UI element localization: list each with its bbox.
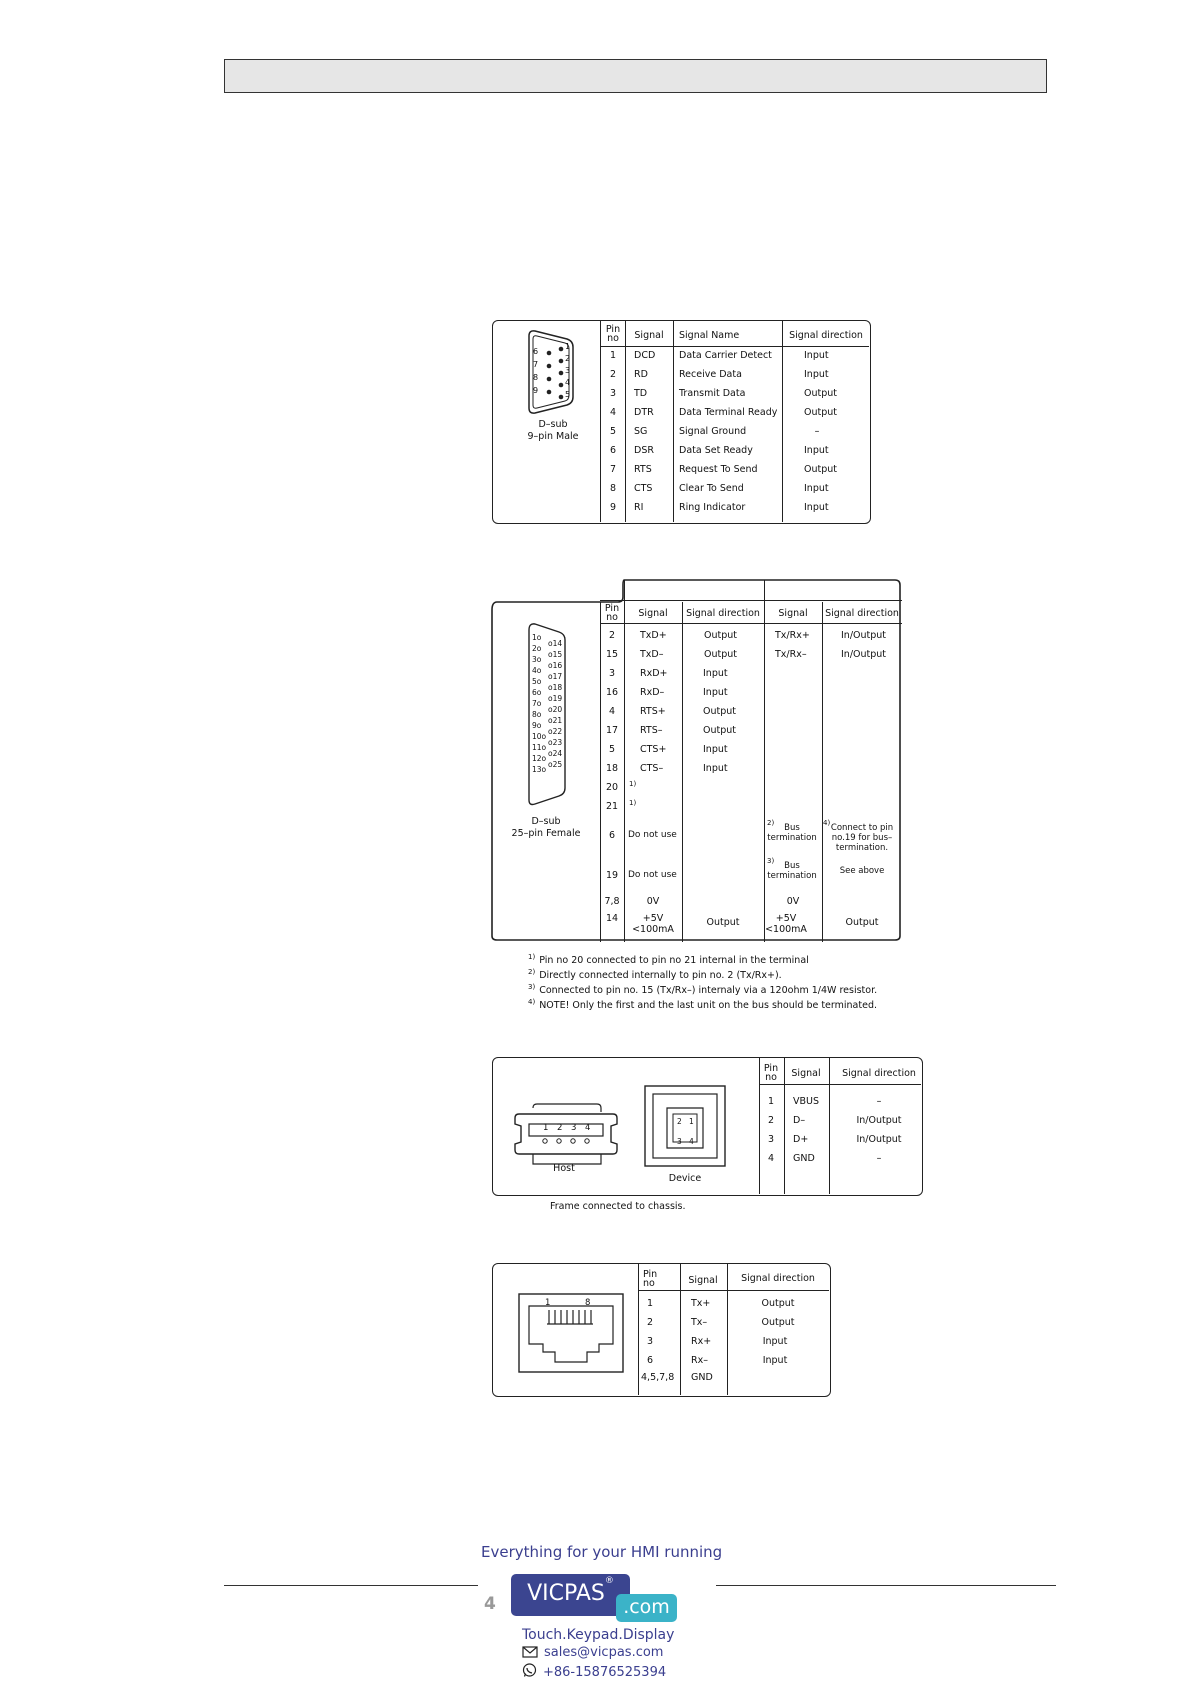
rs232-col-pin: Pin	[605, 324, 621, 335]
rs232-pinlabel: 1	[565, 342, 571, 351]
rs422-cell: In/Output	[841, 630, 887, 641]
rs422-col-sig-b: Signal	[778, 608, 808, 619]
usb-device-label: Device	[668, 1173, 702, 1184]
rs422-pinlabel: 10o	[532, 732, 547, 741]
rs422-col-pin: Pin	[604, 603, 620, 614]
rs422-cell: Do not use	[628, 870, 677, 880]
rs422-cell: Input	[703, 763, 728, 774]
rs422-pinlabel: o23	[548, 738, 563, 747]
rs422-cell: Tx/Rx+	[775, 630, 810, 641]
usb-cell: 1	[767, 1096, 775, 1107]
rs232-cell: RI	[634, 502, 644, 513]
rs232-cell: 3	[609, 388, 617, 399]
rs422-cell: 1)	[629, 799, 637, 807]
usb-col-signal: Signal	[791, 1068, 821, 1079]
eth-cell: 6	[647, 1355, 654, 1366]
footer-email[interactable]: sales@vicpas.com	[544, 1645, 664, 1660]
rs422-cell: RTS+	[640, 706, 666, 717]
footer-phone[interactable]: +86-15876525394	[543, 1665, 667, 1680]
rs232-cell: Transmit Data	[679, 388, 746, 399]
rs422-pinlabel: 2o	[532, 644, 542, 653]
usb-host-pin: 2	[557, 1123, 563, 1133]
eth-cell: 2	[647, 1317, 654, 1328]
rs422-panel	[492, 580, 902, 942]
rs232-cell: Output	[804, 464, 837, 475]
usb-col-dir: Signal direction	[842, 1068, 916, 1079]
footer-rule-left	[224, 1585, 478, 1586]
rs422-pinlabel: o24	[548, 749, 563, 758]
rs422-cell: 6	[608, 830, 616, 841]
rs422-cell: 4)	[823, 819, 831, 827]
rs422-cell: See above	[839, 866, 885, 876]
rs232-cell: Input	[804, 502, 829, 513]
usb-host-pin: 3	[571, 1123, 577, 1133]
usb-device-pin: 4	[689, 1137, 694, 1146]
usb-host-connector-icon	[513, 1100, 623, 1170]
footnote: $^{4)}$ NOTE! Only the first and the last unit on the bus should be terminated.	[528, 998, 877, 1012]
rs422-cell: RxD+	[640, 668, 668, 679]
rs422-cell: 19	[605, 870, 619, 881]
rs422-cell: RTS–	[640, 725, 663, 736]
rs422-cell: termination	[767, 833, 817, 843]
rs232-cell: Receive Data	[679, 369, 742, 380]
rs232-col-pin: no	[607, 333, 619, 344]
rs232-col-signal: Signal	[634, 330, 664, 341]
rs422-cell: 3)	[767, 857, 775, 865]
usb-cell: VBUS	[793, 1096, 819, 1107]
rs232-panel	[492, 320, 871, 524]
eth-col-signal: Signal	[688, 1275, 718, 1286]
rs422-cell: 15	[605, 649, 619, 660]
rs422-cell: 21	[605, 801, 619, 812]
rs422-pinlabel: o15	[548, 650, 563, 659]
rs422-pinlabel: 1o	[532, 633, 542, 642]
rs232-pinlabel: 9	[533, 386, 539, 395]
rs422-pinlabel: o16	[548, 661, 563, 670]
eth-col-pin: no	[643, 1278, 655, 1289]
usb-cell: 4	[767, 1153, 775, 1164]
rs232-cell: DCD	[634, 350, 656, 361]
usb-cell: D+	[793, 1134, 809, 1145]
rs232-cell: Signal Ground	[679, 426, 747, 437]
rs232-cell: CTS	[634, 483, 653, 494]
usb-cell: –	[876, 1153, 882, 1164]
rs232-cell: Ring Indicator	[679, 502, 746, 513]
usb-host-pin: 1	[543, 1123, 549, 1133]
eth-cell: Input	[762, 1336, 788, 1347]
rs422-connector-sub: 25–pin Female	[511, 828, 581, 839]
footer-products: Touch.Keypad.Display	[522, 1627, 675, 1643]
footer-phone-row	[522, 1663, 666, 1682]
rs422-cell: 0V	[646, 896, 660, 907]
eth-cell: GND	[691, 1372, 713, 1383]
rs422-cell: 16	[605, 687, 619, 698]
rs422-cell: Output	[703, 706, 736, 717]
rs232-pinlabel: 4	[565, 378, 571, 387]
rs232-cell: Request To Send	[679, 464, 758, 475]
usb-host-label: Host	[553, 1163, 575, 1174]
rs232-cell: RD	[634, 369, 648, 380]
rs422-cell: In/Output	[841, 649, 887, 660]
eth-cell: Tx–	[691, 1317, 708, 1328]
rs232-pinlabel: 5	[565, 390, 571, 399]
rs232-cell: –	[814, 426, 820, 437]
usb-device-connector-icon	[643, 1084, 727, 1170]
rs422-cell: termination	[767, 871, 817, 881]
brand-logo	[511, 1574, 630, 1616]
rs422-cell: CTS+	[640, 744, 667, 755]
rs422-cell: no.19 for bus–	[831, 833, 893, 843]
rs422-cell: +5V	[642, 913, 664, 924]
rs422-cell: Input	[703, 687, 728, 698]
eth-cell: Input	[762, 1355, 788, 1366]
rs232-cell: Input	[804, 483, 829, 494]
rs232-cell: 2	[609, 369, 617, 380]
rs232-pinlabel: 6	[533, 347, 539, 356]
brand-domain-badge	[616, 1594, 677, 1622]
rs422-col-dir-b: Signal direction	[825, 608, 899, 619]
usb-cell: –	[876, 1096, 882, 1107]
rs422-pinlabel: 8o	[532, 710, 542, 719]
eth-cell: Tx+	[691, 1298, 711, 1309]
rs232-cell: RTS	[634, 464, 652, 475]
rj45-pin-last: 8	[585, 1298, 591, 1308]
usb-note: Frame connected to chassis.	[550, 1201, 686, 1212]
rs232-cell: 6	[609, 445, 617, 456]
rs422-pinlabel: 5o	[532, 677, 542, 686]
rs422-pinlabel: o19	[548, 694, 563, 703]
rs232-pinlabel: 3	[565, 366, 571, 375]
rs422-cell: TxD+	[640, 630, 667, 641]
ethernet-panel	[492, 1263, 831, 1397]
usb-host-pin: 4	[585, 1123, 591, 1133]
rs232-cell: Output	[804, 388, 837, 399]
rs232-pinlabel: 8	[533, 373, 539, 382]
rs232-connector-label: D–sub	[538, 419, 568, 430]
eth-cell: 1	[647, 1298, 654, 1309]
rs232-pinlabel: 7	[533, 360, 539, 369]
rs232-col-name: Signal Name	[679, 330, 740, 341]
rs422-cell: <100mA	[765, 924, 807, 935]
rs232-cell: Data Terminal Ready	[679, 407, 778, 418]
eth-col-dir: Signal direction	[741, 1273, 815, 1284]
page-number: 4	[484, 1594, 496, 1614]
rs422-pinlabel: o17	[548, 672, 563, 681]
footnote: $^{2)}$ Directly connected internally to pin no. 2 (Tx/Rx+).	[528, 968, 782, 982]
usb-cell: 3	[767, 1134, 775, 1145]
rs232-pinlabel: 2	[565, 354, 571, 363]
rs422-pinlabel: 13o	[532, 765, 547, 774]
rs422-cell: Do not use	[628, 830, 677, 840]
rs422-cell: Output	[845, 917, 879, 928]
rs422-col-dir-a: Signal direction	[686, 608, 760, 619]
rs422-cell: 18	[605, 763, 619, 774]
rs422-cell: 5	[608, 744, 616, 755]
rs422-cell: RxD–	[640, 687, 665, 698]
rs422-cell: Tx/Rx–	[775, 649, 807, 660]
rs422-cell: 7,8	[604, 896, 620, 907]
rs232-cell: 4	[609, 407, 617, 418]
rs422-cell: 0V	[786, 896, 800, 907]
rs422-cell: CTS–	[640, 763, 664, 774]
rs232-cell: Data Carrier Detect	[679, 350, 772, 361]
rs422-pinlabel: 11o	[532, 743, 547, 752]
rs232-cell: SG	[634, 426, 648, 437]
rs232-cell: Output	[804, 407, 837, 418]
footnote: $^{1)}$ Pin no 20 connected to pin no 21 internal in the terminal	[528, 953, 809, 967]
rs232-cell: DSR	[634, 445, 654, 456]
rs422-cell: Output	[703, 725, 736, 736]
eth-cell: 3	[647, 1336, 654, 1347]
usb-device-pin: 2	[677, 1117, 682, 1126]
rs422-cell: 14	[605, 913, 619, 924]
rs232-connector-sub: 9–pin Male	[527, 431, 579, 442]
eth-col-pin: Pin	[643, 1269, 658, 1280]
usb-panel	[492, 1057, 923, 1196]
brand-reg: ®	[604, 1576, 614, 1586]
rs232-cell: DTR	[634, 407, 654, 418]
footer-email-row	[522, 1645, 663, 1662]
rs422-pinlabel: 6o	[532, 688, 542, 697]
rs422-cell: 2)	[767, 819, 775, 827]
rs232-cell: Input	[804, 445, 829, 456]
rs422-cell: 20	[605, 782, 619, 793]
brand-domain: .com	[623, 1596, 670, 1618]
eth-cell: Rx+	[691, 1336, 712, 1347]
rs422-cell: Bus	[784, 823, 800, 833]
brand-name: VICPAS	[527, 1581, 605, 1606]
rs422-pinlabel: o21	[548, 716, 563, 725]
rs422-cell: 2	[608, 630, 616, 641]
usb-device-pin: 1	[689, 1117, 694, 1126]
rs422-connector-label: D–sub	[531, 816, 561, 827]
envelope-icon	[522, 1646, 538, 1662]
rs232-cell: 7	[609, 464, 617, 475]
usb-device-pin: 3	[677, 1137, 682, 1146]
rs422-cell: Input	[703, 744, 728, 755]
rs422-cell: TxD–	[640, 649, 664, 660]
footnote: $^{3)}$ Connected to pin no. 15 (Tx/Rx–) internaly via a 120ohm 1/4W resistor.	[528, 983, 878, 997]
usb-cell: In/Output	[856, 1115, 902, 1126]
rs422-pinlabel: 3o	[532, 655, 542, 664]
rs232-cell: TD	[634, 388, 648, 399]
rs422-cell: Output	[704, 630, 737, 641]
rs422-cell: Connect to pin	[830, 823, 894, 833]
rs422-cell: 4	[608, 706, 616, 717]
usb-col-pin: no	[765, 1072, 777, 1083]
rs422-cell: Output	[706, 917, 740, 928]
rs232-cell: Clear To Send	[679, 483, 744, 494]
header-bar	[224, 59, 1047, 93]
footer-tagline: Everything for your HMI running	[481, 1543, 723, 1561]
rs422-pinlabel: o18	[548, 683, 563, 692]
rs232-cell: 8	[609, 483, 617, 494]
rs232-cell: 9	[609, 502, 617, 513]
eth-cell: 4,5,7,8	[641, 1372, 675, 1383]
rs422-cell: 3	[608, 668, 616, 679]
rs232-col-dir: Signal direction	[789, 330, 863, 341]
usb-col-pin: Pin	[763, 1063, 779, 1074]
rs422-pinlabel: o14	[548, 639, 563, 648]
eth-cell: Rx–	[691, 1355, 708, 1366]
rs422-cell: +5V	[775, 913, 797, 924]
rs422-cell: Output	[704, 649, 737, 660]
rj45-connector-icon	[517, 1292, 627, 1376]
rs422-pinlabel: 4o	[532, 666, 542, 675]
rs422-cell: Input	[703, 668, 728, 679]
rs422-cell: Bus	[784, 861, 800, 871]
rs232-cell: Input	[804, 350, 829, 361]
rs422-pinlabel: 7o	[532, 699, 542, 708]
rs232-cell: Data Set Ready	[679, 445, 753, 456]
rj45-pin-first: 1	[545, 1298, 551, 1308]
eth-cell: Output	[761, 1317, 795, 1328]
whatsapp-icon	[522, 1663, 537, 1682]
usb-cell: GND	[793, 1153, 815, 1164]
rs422-col-sig-a: Signal	[638, 608, 668, 619]
rs422-cell: 17	[605, 725, 619, 736]
rs422-cell: termination.	[835, 843, 889, 853]
usb-cell: In/Output	[856, 1134, 902, 1145]
rs422-cell: <100mA	[632, 924, 674, 935]
eth-cell: Output	[761, 1298, 795, 1309]
usb-cell: D–	[793, 1115, 806, 1126]
rs232-cell: 1	[609, 350, 617, 361]
rs422-col-pin: no	[606, 612, 618, 623]
rs422-cell: 1)	[629, 780, 637, 788]
rs422-pinlabel: o20	[548, 705, 563, 714]
rs232-cell: Input	[804, 369, 829, 380]
usb-cell: 2	[767, 1115, 775, 1126]
rs232-cell: 5	[609, 426, 617, 437]
rs422-pinlabel: o22	[548, 727, 563, 736]
rs422-pinlabel: o25	[548, 760, 563, 769]
rs422-pinlabel: 12o	[532, 754, 547, 763]
rs422-pinlabel: 9o	[532, 721, 542, 730]
footer-rule-right	[716, 1585, 1056, 1586]
